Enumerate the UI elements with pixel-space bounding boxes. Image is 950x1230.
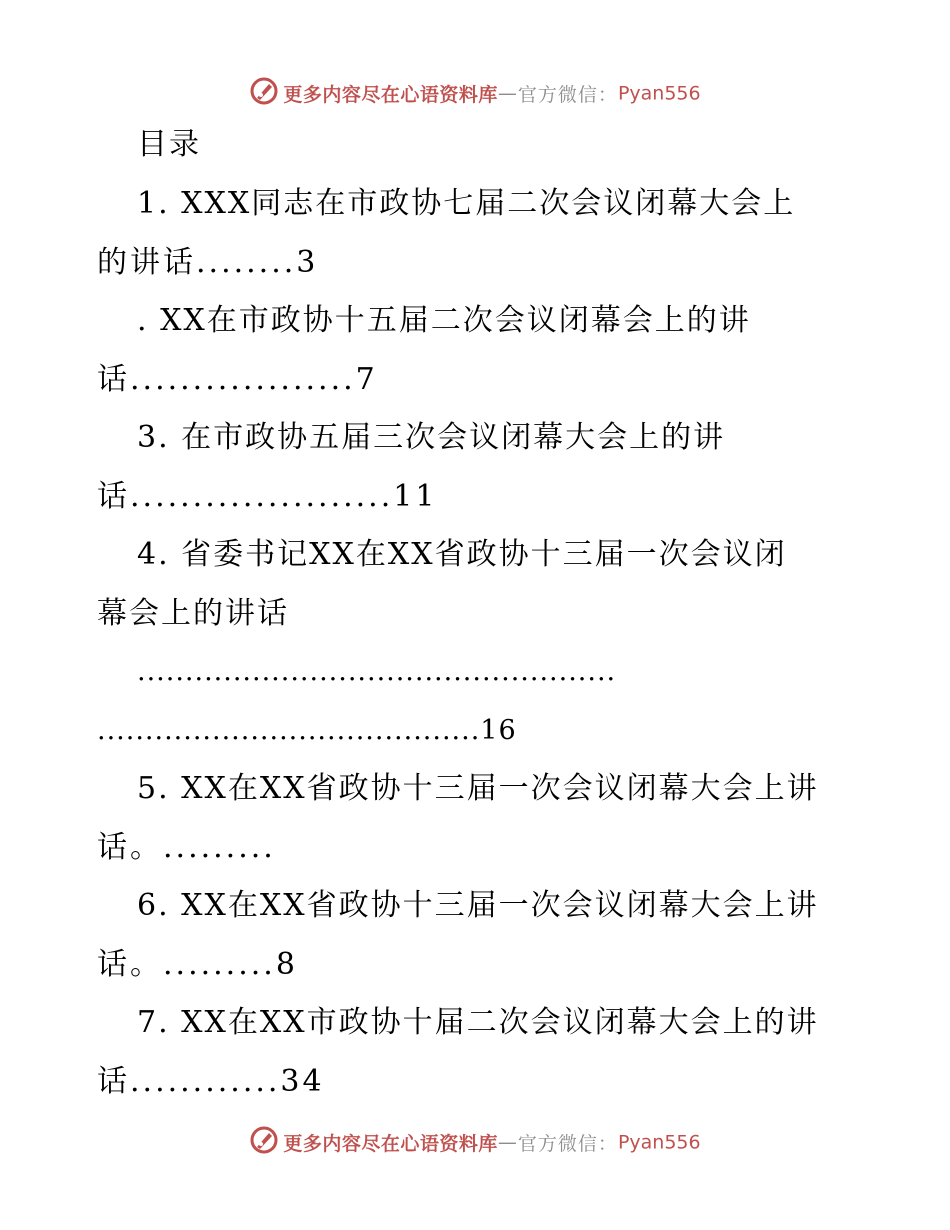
toc-line-15: 7. XX在XX市政协十届二次会议闭幕大会上的讲 — [137, 1005, 819, 1040]
toc-line-11: 5. XX在XX省政协十三届一次会议闭幕大会上讲 — [137, 771, 819, 806]
toc-line-13: 6. XX在XX省政协十三届一次会议闭幕大会上讲 — [137, 888, 819, 923]
watermark-header — [0, 76, 950, 111]
toc-line-5: 3. 在市政协五届三次会议闭幕大会上的讲 — [137, 420, 726, 455]
watermark-id: Pyan556 — [617, 1131, 701, 1154]
pen-nib-logo-icon — [249, 76, 279, 111]
toc-line-10: ........................................16 — [97, 715, 517, 746]
watermark-separator: — — [497, 82, 518, 105]
pen-nib-logo-icon — [249, 1125, 279, 1160]
toc-line-9: .................................................. — [137, 656, 617, 687]
watermark-text: 更多内容尽在心语资料库 — [283, 1133, 498, 1155]
watermark-footer — [0, 1125, 950, 1160]
toc-line-2: 的讲话........3 — [97, 245, 319, 280]
watermark-text: 更多内容尽在心语资料库 — [283, 84, 498, 106]
watermark-separator: — — [497, 1131, 518, 1154]
toc-line-8: 幕会上的讲话 — [97, 596, 289, 631]
toc-line-3: . XX在市政协十五届二次会议闭幕会上的讲 — [137, 303, 751, 338]
toc-line-7: 4. 省委书记XX在XX省政协十三届一次会议闭 — [137, 537, 787, 572]
toc-title: 目录 — [137, 127, 201, 162]
toc-line-14: 话。.........8 — [97, 947, 298, 982]
toc-line-1: 1. XXX同志在市政协七届二次会议闭幕大会上 — [137, 186, 796, 221]
toc-line-16: 话............34 — [97, 1064, 325, 1099]
toc-line-4: 话..................7 — [97, 362, 378, 397]
toc-line-12: 话。......... — [97, 830, 276, 865]
watermark-id: Pyan556 — [617, 82, 701, 105]
watermark-suffix: 官方微信： — [517, 1133, 618, 1155]
toc-line-6: 话.....................11 — [97, 479, 438, 514]
watermark-suffix: 官方微信： — [517, 84, 618, 106]
